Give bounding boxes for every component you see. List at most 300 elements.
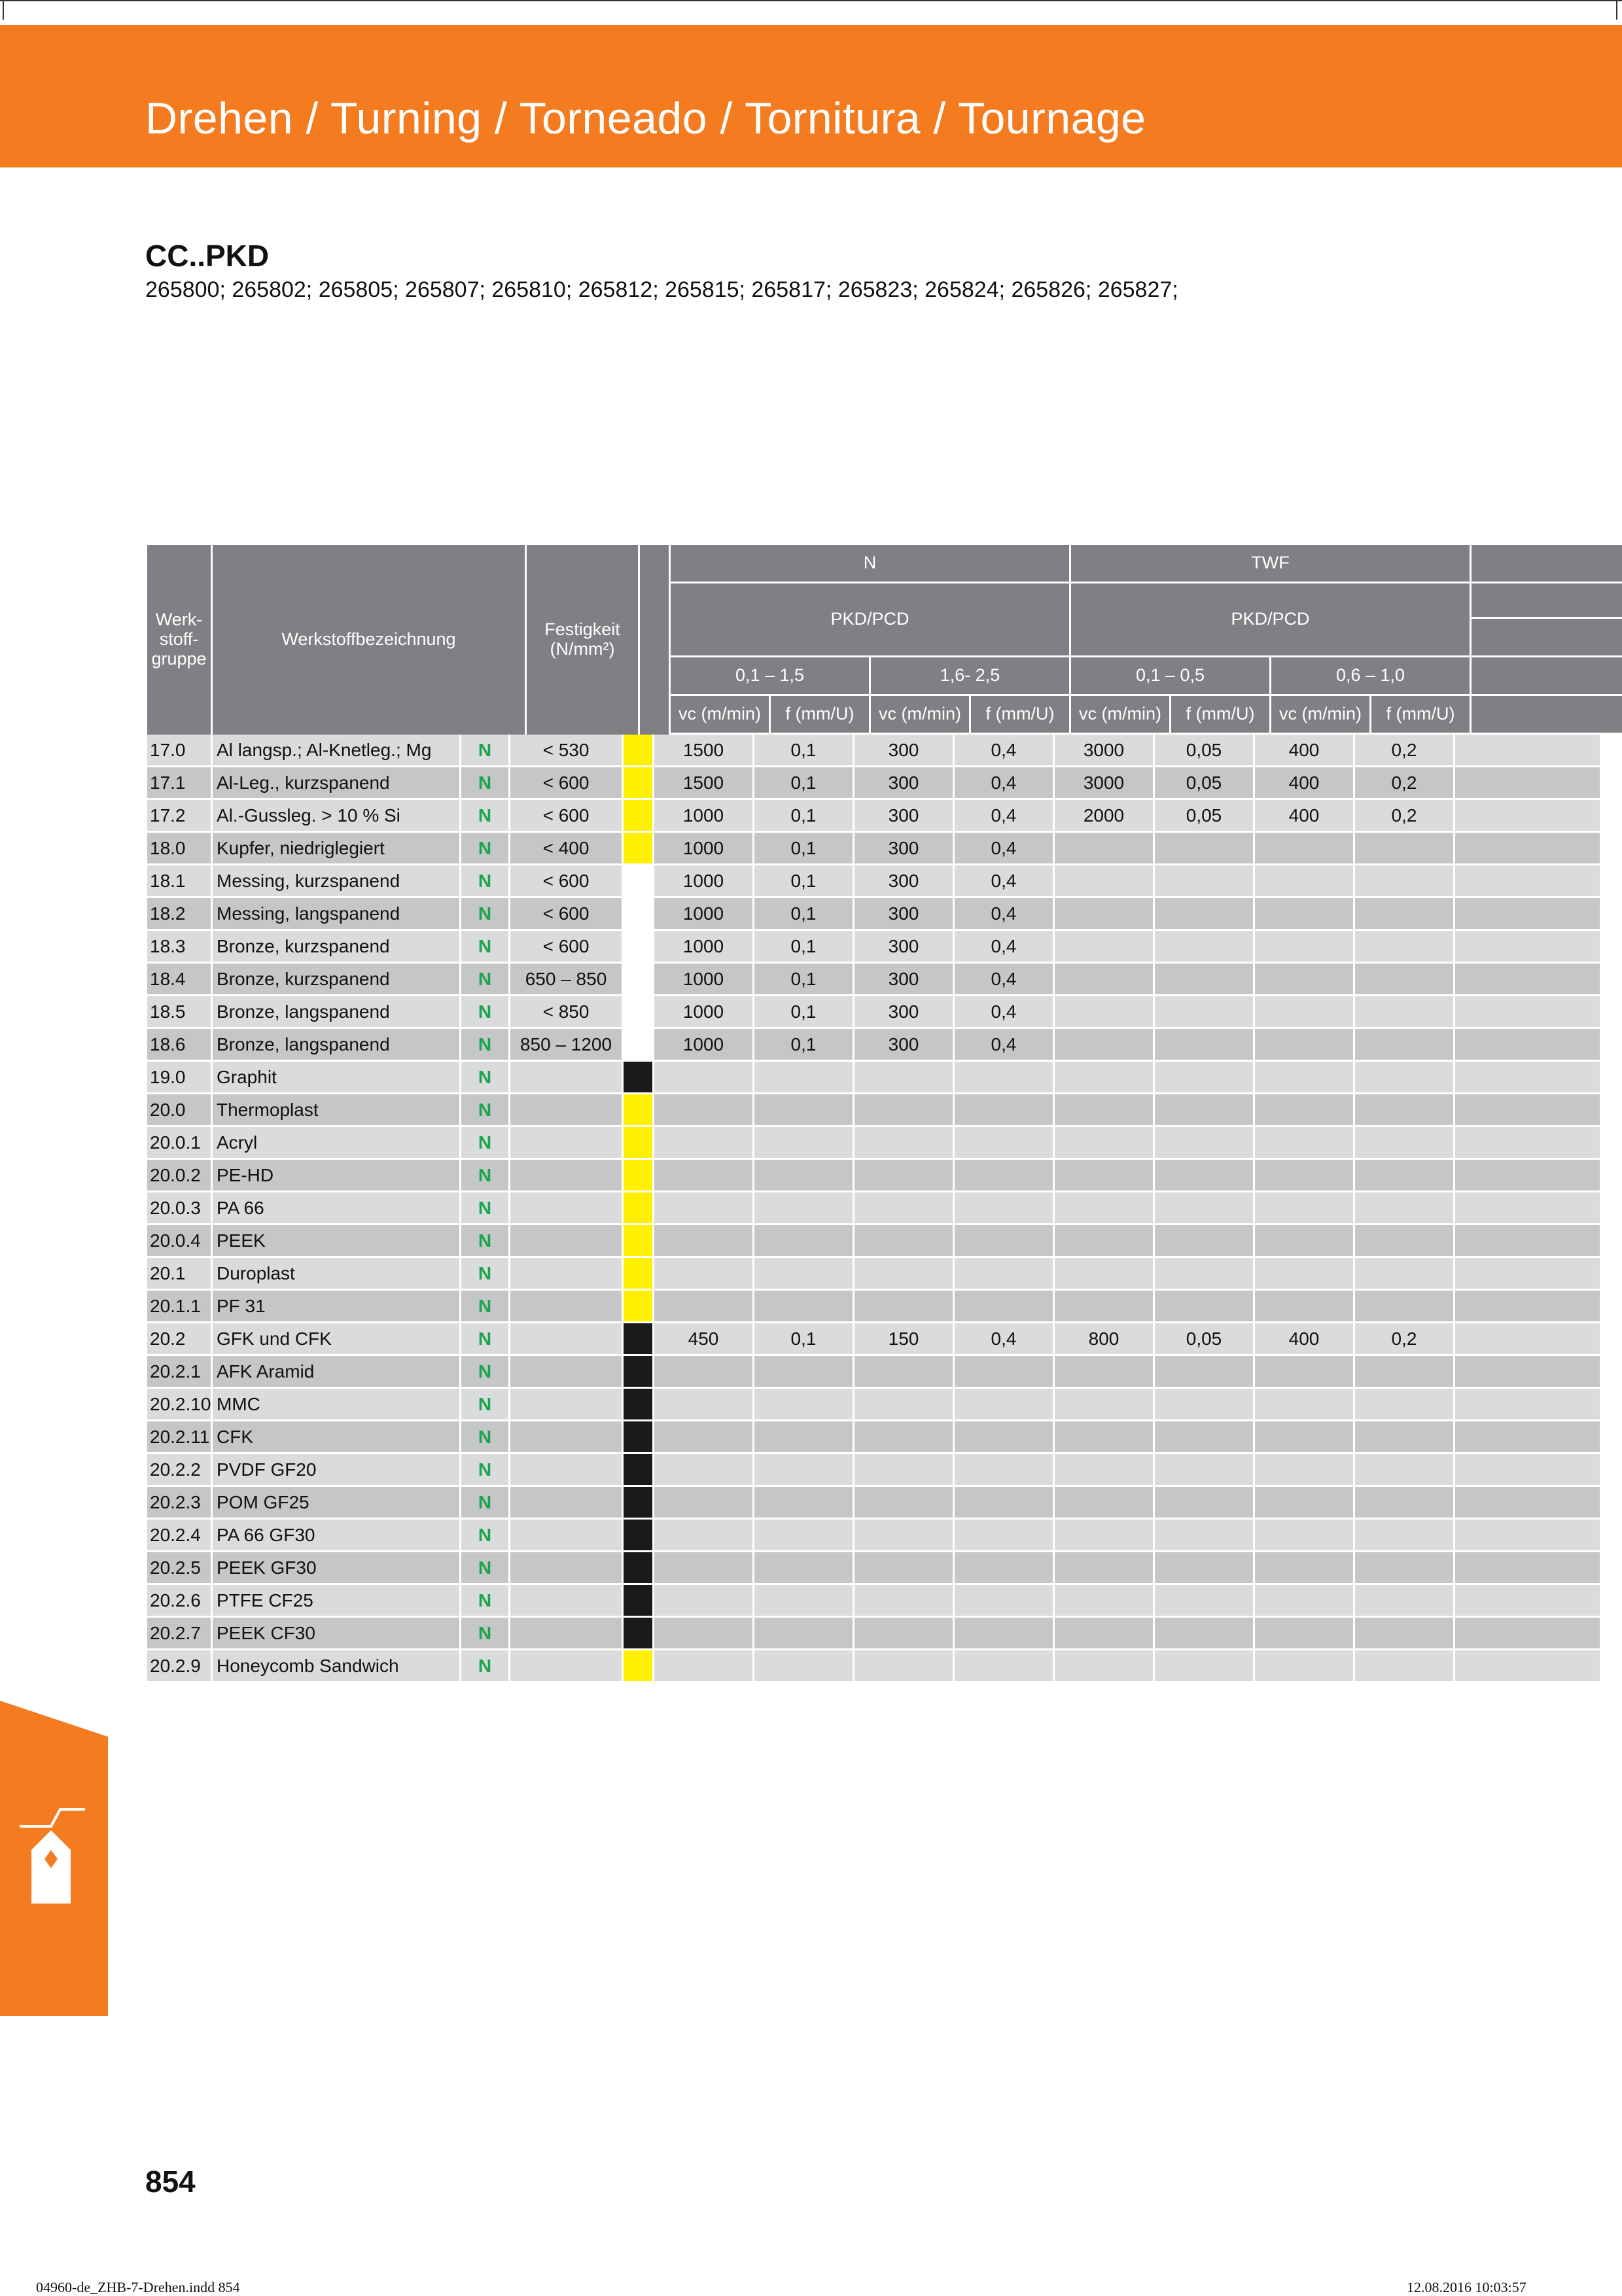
suitability-swatch	[624, 996, 654, 1027]
cutting-speed-vc: 150	[855, 1323, 955, 1354]
iso-group-n: N	[461, 1029, 510, 1060]
material-name: PEEK CF30	[213, 1618, 461, 1648]
feed-f	[1155, 1421, 1255, 1452]
material-group-id: 20.2	[147, 1323, 213, 1354]
suitability-swatch	[624, 767, 654, 798]
feed-f	[754, 1487, 855, 1518]
cutting-speed-vc	[1255, 931, 1355, 962]
tensile-strength	[510, 1552, 624, 1583]
tensile-strength: 650 – 850	[510, 964, 624, 994]
header-blank-4	[1472, 696, 1622, 733]
feed-f: 0,4	[955, 800, 1055, 831]
cutting-speed-vc	[855, 1094, 955, 1125]
cutting-speed-vc	[1255, 1225, 1355, 1256]
tensile-strength: < 600	[510, 898, 624, 929]
feed-f	[1355, 865, 1455, 896]
table-row	[147, 996, 1622, 1029]
cutting-speed-vc	[654, 1291, 754, 1321]
feed-f	[1155, 833, 1255, 863]
feed-f	[955, 1291, 1055, 1321]
blank-cell	[1455, 1127, 1600, 1158]
cutting-speed-vc	[1055, 1225, 1155, 1256]
feed-f: 0,1	[754, 931, 855, 962]
blank-cell	[1455, 1618, 1600, 1648]
table-row	[147, 735, 1622, 767]
iso-group-n: N	[461, 1356, 510, 1387]
iso-group-n: N	[461, 1258, 510, 1289]
feed-f	[1355, 1618, 1455, 1648]
cutting-speed-vc	[1055, 1618, 1155, 1648]
cutting-data-table	[147, 545, 1622, 1683]
suitability-swatch	[624, 735, 654, 765]
material-group-id: 20.0.2	[147, 1160, 213, 1191]
material-name: MMC	[213, 1389, 461, 1419]
feed-f	[1155, 1552, 1255, 1583]
feed-f: 0,2	[1355, 1323, 1455, 1354]
feed-f	[955, 1094, 1055, 1125]
feed-f	[955, 1454, 1055, 1485]
cutting-speed-vc	[1255, 1192, 1355, 1223]
tensile-strength	[510, 1421, 624, 1452]
material-name: Al.-Gussleg. > 10 % Si	[213, 800, 461, 831]
cutting-speed-vc	[1255, 1454, 1355, 1485]
material-name: PE-HD	[213, 1160, 461, 1191]
feed-f	[754, 1389, 855, 1419]
feed-f	[955, 1389, 1055, 1419]
iso-group-n: N	[461, 1062, 510, 1092]
feed-f	[955, 1618, 1055, 1648]
feed-f	[1155, 1094, 1255, 1125]
feed-f: 0,05	[1155, 1323, 1255, 1354]
iso-group-n: N	[461, 1094, 510, 1125]
feed-f: 0,4	[955, 1029, 1055, 1060]
iso-group-n: N	[461, 1421, 510, 1452]
feed-f: 0,4	[955, 964, 1055, 994]
header-sub: vc (m/min)	[1271, 696, 1369, 733]
header-sub: vc (m/min)	[1071, 696, 1169, 733]
cutting-speed-vc	[1055, 1291, 1155, 1321]
table-row	[147, 1160, 1622, 1192]
header-group-n: N	[671, 545, 1069, 582]
cutting-speed-vc	[1055, 833, 1155, 863]
table-header	[147, 545, 1622, 735]
suitability-swatch	[624, 865, 654, 896]
cutting-speed-vc	[1255, 833, 1355, 863]
print-slug-file: 04960-de_ZHB-7-Drehen.indd 854	[36, 2279, 240, 2295]
header-cutmat-n: PKD/PCD	[671, 583, 1069, 655]
cutting-speed-vc	[1055, 1552, 1155, 1583]
material-name: PEEK GF30	[213, 1552, 461, 1583]
blank-cell	[1455, 898, 1600, 929]
cutting-speed-vc	[855, 1160, 955, 1191]
feed-f: 0,05	[1155, 767, 1255, 798]
tensile-strength	[510, 1618, 624, 1648]
iso-group-n: N	[461, 1323, 510, 1354]
material-name: Honeycomb Sandwich	[213, 1650, 461, 1681]
cutting-speed-vc: 1500	[654, 735, 754, 765]
material-name: PTFE CF25	[213, 1585, 461, 1616]
feed-f	[754, 1552, 855, 1583]
material-group-id: 20.0.1	[147, 1127, 213, 1158]
table-row	[147, 1225, 1622, 1258]
tensile-strength	[510, 1650, 624, 1681]
material-group-id: 20.2.10	[147, 1389, 213, 1419]
material-name: Al langsp.; Al-Knetleg.; Mg	[213, 735, 461, 765]
blank-cell	[1455, 996, 1600, 1027]
product-code: CC..PKD	[145, 239, 270, 273]
cutting-speed-vc	[1255, 1062, 1355, 1092]
material-name: PA 66 GF30	[213, 1520, 461, 1550]
table-row	[147, 1389, 1622, 1421]
cutting-speed-vc	[855, 1225, 955, 1256]
tensile-strength	[510, 1127, 624, 1158]
header-strength: Festigkeit (N/mm²)	[527, 545, 638, 735]
feed-f	[1355, 1127, 1455, 1158]
cutting-speed-vc	[855, 1258, 955, 1289]
header-sub: f (mm/U)	[1371, 696, 1470, 733]
blank-cell	[1455, 833, 1600, 863]
table-row	[147, 1127, 1622, 1160]
cutting-speed-vc	[654, 1127, 754, 1158]
feed-f	[1355, 1291, 1455, 1321]
header-group-twf: TWF	[1071, 545, 1470, 582]
material-group-id: 20.0.3	[147, 1192, 213, 1223]
feed-f: 0,1	[754, 833, 855, 863]
material-group-id: 20.2.9	[147, 1650, 213, 1681]
iso-group-n: N	[461, 996, 510, 1027]
cutting-speed-vc: 1500	[654, 767, 754, 798]
feed-f: 0,4	[955, 735, 1055, 765]
material-name: CFK	[213, 1421, 461, 1452]
feed-f	[1155, 1029, 1255, 1060]
material-name: POM GF25	[213, 1487, 461, 1518]
material-group-id: 17.1	[147, 767, 213, 798]
feed-f	[754, 1650, 855, 1681]
tensile-strength	[510, 1585, 624, 1616]
cutting-speed-vc	[1255, 964, 1355, 994]
feed-f	[1155, 1487, 1255, 1518]
cutting-speed-vc: 300	[855, 767, 955, 798]
suitability-swatch	[624, 964, 654, 994]
blank-cell	[1455, 1094, 1600, 1125]
tensile-strength	[510, 1258, 624, 1289]
cutting-speed-vc	[654, 1520, 754, 1550]
material-group-id: 17.0	[147, 735, 213, 765]
cutting-speed-vc	[855, 1520, 955, 1550]
cutting-speed-vc	[654, 1192, 754, 1223]
cutting-speed-vc	[1055, 1585, 1155, 1616]
feed-f	[955, 1062, 1055, 1092]
feed-f	[754, 1356, 855, 1387]
tensile-strength: < 600	[510, 800, 624, 831]
cutting-speed-vc: 400	[1255, 735, 1355, 765]
header-sub: vc (m/min)	[871, 696, 969, 733]
table-row	[147, 1421, 1622, 1454]
cutting-speed-vc	[1055, 1389, 1155, 1419]
header-sub: f (mm/U)	[971, 696, 1069, 733]
cutting-speed-vc: 1000	[654, 833, 754, 863]
feed-f: 0,4	[955, 767, 1055, 798]
feed-f	[1355, 1389, 1455, 1419]
iso-group-n: N	[461, 735, 510, 765]
article-numbers: 265800; 265802; 265805; 265807; 265810; 265812; 265815; 265817; 265823; 265824; 265826; 265827;	[145, 277, 1178, 302]
material-name: PEEK	[213, 1225, 461, 1256]
tensile-strength: < 600	[510, 767, 624, 798]
blank-cell	[1455, 1160, 1600, 1191]
blank-cell	[1455, 1258, 1600, 1289]
cutting-speed-vc	[1055, 1487, 1155, 1518]
cutting-speed-vc	[654, 1487, 754, 1518]
iso-group-n: N	[461, 931, 510, 962]
suitability-swatch	[624, 1192, 654, 1223]
feed-f	[1355, 996, 1455, 1027]
feed-f: 0,4	[955, 833, 1055, 863]
tensile-strength	[510, 1487, 624, 1518]
blank-cell	[1455, 1029, 1600, 1060]
feed-f: 0,1	[754, 996, 855, 1027]
header-blank-2b	[1472, 619, 1622, 655]
iso-group-n: N	[461, 800, 510, 831]
feed-f: 0,1	[754, 964, 855, 994]
cutting-speed-vc	[1055, 1356, 1155, 1387]
table-row	[147, 1552, 1622, 1585]
feed-f	[1355, 1192, 1455, 1223]
table-row	[147, 1618, 1622, 1650]
suitability-swatch	[624, 1389, 654, 1419]
table-row	[147, 1192, 1622, 1225]
feed-f	[754, 1585, 855, 1616]
cutting-speed-vc	[1255, 898, 1355, 929]
iso-group-n: N	[461, 1650, 510, 1681]
cutting-speed-vc	[654, 1225, 754, 1256]
header-name: Werkstoffbezeichnung	[213, 545, 525, 735]
tensile-strength	[510, 1389, 624, 1419]
tensile-strength	[510, 1192, 624, 1223]
feed-f	[754, 1421, 855, 1452]
cutting-speed-vc	[855, 1487, 955, 1518]
feed-f: 0,4	[955, 865, 1055, 896]
material-group-id: 18.5	[147, 996, 213, 1027]
cutting-speed-vc	[1255, 1585, 1355, 1616]
material-name: GFK und CFK	[213, 1323, 461, 1354]
feed-f	[1155, 1127, 1255, 1158]
table-row	[147, 1487, 1622, 1520]
blank-cell	[1455, 1323, 1600, 1354]
iso-group-n: N	[461, 898, 510, 929]
feed-f	[1155, 1291, 1255, 1321]
feed-f	[955, 1258, 1055, 1289]
iso-group-n: N	[461, 1225, 510, 1256]
feed-f	[754, 1160, 855, 1191]
material-name: Duroplast	[213, 1258, 461, 1289]
cutting-speed-vc: 300	[855, 800, 955, 831]
table-row	[147, 865, 1622, 898]
cutting-speed-vc	[855, 1356, 955, 1387]
cutting-speed-vc	[654, 1160, 754, 1191]
crop-mark-right	[1616, 0, 1617, 20]
material-name: Bronze, kurzspanend	[213, 964, 461, 994]
cutting-speed-vc: 300	[855, 898, 955, 929]
feed-f	[754, 1192, 855, 1223]
table-row	[147, 1454, 1622, 1487]
cutting-speed-vc	[654, 1650, 754, 1681]
cutting-speed-vc: 300	[855, 735, 955, 765]
cutting-speed-vc: 450	[654, 1323, 754, 1354]
cutting-speed-vc	[855, 1650, 955, 1681]
cutting-speed-vc	[1255, 1421, 1355, 1452]
header-sub: vc (m/min)	[671, 696, 769, 733]
suitability-swatch	[624, 800, 654, 831]
tensile-strength: < 400	[510, 833, 624, 863]
material-group-id: 20.0.4	[147, 1225, 213, 1256]
feed-f	[1355, 964, 1455, 994]
suitability-swatch	[624, 1160, 654, 1191]
tensile-strength: < 600	[510, 931, 624, 962]
table-row	[147, 1062, 1622, 1094]
header-sub: f (mm/U)	[771, 696, 869, 733]
feed-f	[754, 1618, 855, 1648]
blank-cell	[1455, 767, 1600, 798]
material-name: PF 31	[213, 1291, 461, 1321]
material-group-id: 19.0	[147, 1062, 213, 1092]
cutting-speed-vc	[1055, 931, 1155, 962]
iso-group-n: N	[461, 1552, 510, 1583]
material-name: Bronze, langspanend	[213, 1029, 461, 1060]
cutting-speed-vc: 1000	[654, 800, 754, 831]
material-name: Al-Leg., kurzspanend	[213, 767, 461, 798]
crop-mark-left	[3, 0, 4, 20]
header-swatch	[640, 545, 669, 735]
material-group-id: 17.2	[147, 800, 213, 831]
material-group-id: 20.2.4	[147, 1520, 213, 1550]
table-row	[147, 931, 1622, 964]
cutting-speed-vc	[1255, 1520, 1355, 1550]
cutting-speed-vc	[855, 1585, 955, 1616]
tensile-strength	[510, 1291, 624, 1321]
cutting-speed-vc	[1255, 1094, 1355, 1125]
iso-group-n: N	[461, 1454, 510, 1485]
cutting-speed-vc: 1000	[654, 1029, 754, 1060]
iso-group-n: N	[461, 1127, 510, 1158]
tensile-strength	[510, 1356, 624, 1387]
cutting-speed-vc	[1055, 964, 1155, 994]
feed-f: 0,1	[754, 898, 855, 929]
cutting-speed-vc	[1055, 1192, 1155, 1223]
table-row	[147, 1029, 1622, 1062]
cutting-speed-vc: 400	[1255, 767, 1355, 798]
material-group-id: 18.3	[147, 931, 213, 962]
material-name: AFK Aramid	[213, 1356, 461, 1387]
cutting-speed-vc	[1255, 1650, 1355, 1681]
feed-f	[1155, 1160, 1255, 1191]
feed-f	[754, 1258, 855, 1289]
feed-f	[955, 1520, 1055, 1550]
feed-f	[754, 1127, 855, 1158]
feed-f	[1355, 1650, 1455, 1681]
cutting-speed-vc	[1055, 1650, 1155, 1681]
feed-f	[1355, 1552, 1455, 1583]
table-row	[147, 800, 1622, 833]
feed-f: 0,1	[754, 767, 855, 798]
table-row	[147, 1585, 1622, 1618]
cutting-speed-vc	[1255, 865, 1355, 896]
iso-group-n: N	[461, 1389, 510, 1419]
table-row	[147, 1094, 1622, 1127]
cutting-speed-vc	[855, 1552, 955, 1583]
feed-f: 0,4	[955, 898, 1055, 929]
cutting-speed-vc: 300	[855, 964, 955, 994]
cutting-speed-vc: 800	[1055, 1323, 1155, 1354]
feed-f	[754, 1225, 855, 1256]
header-blank-1	[1472, 545, 1622, 582]
cutting-speed-vc: 1000	[654, 865, 754, 896]
feed-f	[1155, 1192, 1255, 1223]
suitability-swatch	[624, 1225, 654, 1256]
feed-f	[955, 1585, 1055, 1616]
feed-f: 0,2	[1355, 767, 1455, 798]
feed-f	[1355, 1225, 1455, 1256]
blank-cell	[1455, 735, 1600, 765]
feed-f	[1155, 1618, 1255, 1648]
header-blank-2a	[1472, 583, 1622, 617]
iso-group-n: N	[461, 767, 510, 798]
cutting-speed-vc	[654, 1062, 754, 1092]
cutting-speed-vc: 400	[1255, 1323, 1355, 1354]
feed-f: 0,1	[754, 865, 855, 896]
header-range-2: 1,6- 2,5	[871, 657, 1069, 694]
cutting-speed-vc: 2000	[1055, 800, 1155, 831]
tensile-strength: < 850	[510, 996, 624, 1027]
cutting-speed-vc	[1055, 1454, 1155, 1485]
iso-group-n: N	[461, 833, 510, 863]
feed-f: 0,1	[754, 1323, 855, 1354]
material-name: PA 66	[213, 1192, 461, 1223]
material-group-id: 18.0	[147, 833, 213, 863]
cutting-speed-vc	[1055, 898, 1155, 929]
cutting-speed-vc: 300	[855, 996, 955, 1027]
tensile-strength	[510, 1520, 624, 1550]
material-name: Bronze, kurzspanend	[213, 931, 461, 962]
feed-f	[1355, 1585, 1455, 1616]
cutting-speed-vc	[1055, 1094, 1155, 1125]
cutting-speed-vc	[1255, 1029, 1355, 1060]
suitability-swatch	[624, 1585, 654, 1616]
material-group-id: 18.6	[147, 1029, 213, 1060]
iso-group-n: N	[461, 1618, 510, 1648]
tensile-strength	[510, 1454, 624, 1485]
blank-cell	[1455, 1585, 1600, 1616]
feed-f: 0,2	[1355, 735, 1455, 765]
header-blank-3	[1472, 657, 1622, 694]
material-name: Graphit	[213, 1062, 461, 1092]
cutting-speed-vc: 3000	[1055, 767, 1155, 798]
cutting-speed-vc: 1000	[654, 964, 754, 994]
cutting-speed-vc	[1055, 1421, 1155, 1452]
cutting-speed-vc	[654, 1421, 754, 1452]
cutting-speed-vc: 300	[855, 931, 955, 962]
page-title: Drehen / Turning / Torneado / Tornitura / Tournage	[145, 94, 1146, 143]
feed-f	[955, 1356, 1055, 1387]
tensile-strength	[510, 1094, 624, 1125]
header-sub: f (mm/U)	[1171, 696, 1269, 733]
suitability-swatch	[624, 1650, 654, 1681]
cutting-speed-vc	[855, 1618, 955, 1648]
feed-f: 0,2	[1355, 800, 1455, 831]
material-name: Bronze, langspanend	[213, 996, 461, 1027]
suitability-swatch	[624, 1520, 654, 1550]
table-row	[147, 1258, 1622, 1291]
blank-cell	[1455, 1454, 1600, 1485]
